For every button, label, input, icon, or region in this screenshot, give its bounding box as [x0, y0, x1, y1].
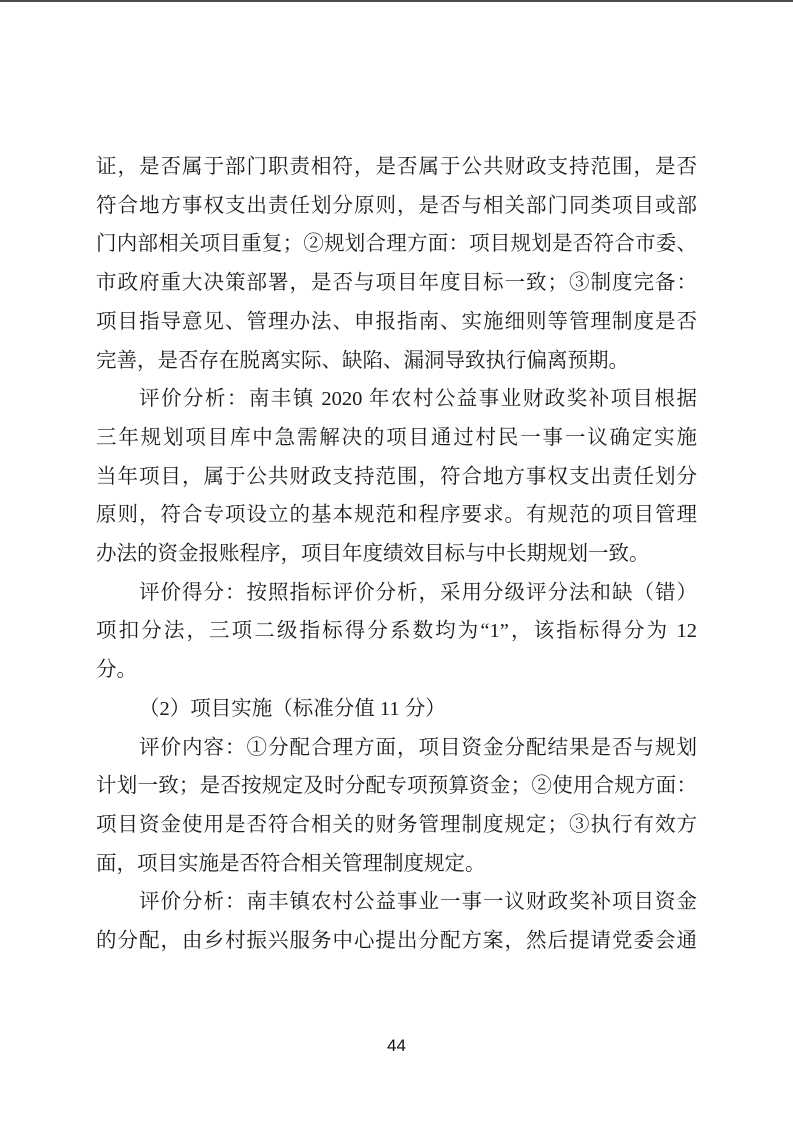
text-line: 面，项目实施是否符合相关管理制度规定。 — [96, 852, 486, 875]
text-line: 项扣分法，三项二级指标得分系数均为“1”，该指标得分为 12 — [96, 620, 697, 643]
text-line: 完善，是否存在脱离实际、缺陷、漏洞导致执行偏离预期。 — [96, 349, 629, 372]
text-line: 评价得分：按照指标评价分析，采用分级评分法和缺（错） — [139, 581, 697, 604]
document-body — [96, 148, 697, 961]
text-line: 市政府重大决策部署，是否与项目年度目标一致；③制度完备： — [96, 272, 697, 295]
text-line: 分。 — [96, 659, 137, 682]
paragraph — [96, 690, 697, 729]
text-line: 原则，符合专项设立的基本规范和程序要求。有规范的项目管理 — [96, 504, 697, 527]
text-line: 评价分析：南丰镇 2020 年农村公益事业财政奖补项目根据 — [139, 388, 697, 411]
text-line: 证，是否属于部门职责相符，是否属于公共财政支持范围，是否 — [96, 156, 697, 178]
text-line: 评价分析：南丰镇农村公益事业一事一议财政奖补项目资金 — [139, 891, 697, 914]
text-line: 三年规划项目库中急需解决的项目通过村民一事一议确定实施 — [96, 426, 697, 449]
text-line: 项目资金使用是否符合相关的财务管理制度规定；③执行有效方 — [96, 813, 697, 836]
paragraph — [96, 148, 697, 380]
paragraph — [96, 574, 697, 690]
text-line: 计划一致；是否按规定及时分配专项预算资金；②使用合规方面： — [96, 775, 697, 798]
text-line: 符合地方事权支出责任划分原则，是否与相关部门同类项目或部 — [96, 194, 697, 217]
page-number: 44 — [387, 1036, 406, 1055]
text-line: 门内部相关项目重复；②规划合理方面：项目规划是否符合市委、 — [96, 233, 697, 256]
text-line: （2）项目实施（标准分值 11 分） — [139, 697, 446, 720]
text-line: 评价内容：①分配合理方面，项目资金分配结果是否与规划 — [139, 736, 697, 759]
text-line: 的分配，由乡村振兴服务中心提出分配方案，然后提请党委会通 — [96, 930, 697, 953]
page-top-edge — [0, 0, 793, 2]
text-line: 办法的资金报账程序，项目年度绩效目标与中长期规划一致。 — [96, 543, 650, 566]
paragraph — [96, 883, 697, 960]
paragraph — [96, 729, 697, 884]
text-line: 当年项目，属于公共财政支持范围，符合地方事权支出责任划分 — [96, 465, 697, 488]
paragraph — [96, 380, 697, 574]
text-line: 项目指导意见、管理办法、申报指南、实施细则等管理制度是否 — [96, 310, 697, 333]
